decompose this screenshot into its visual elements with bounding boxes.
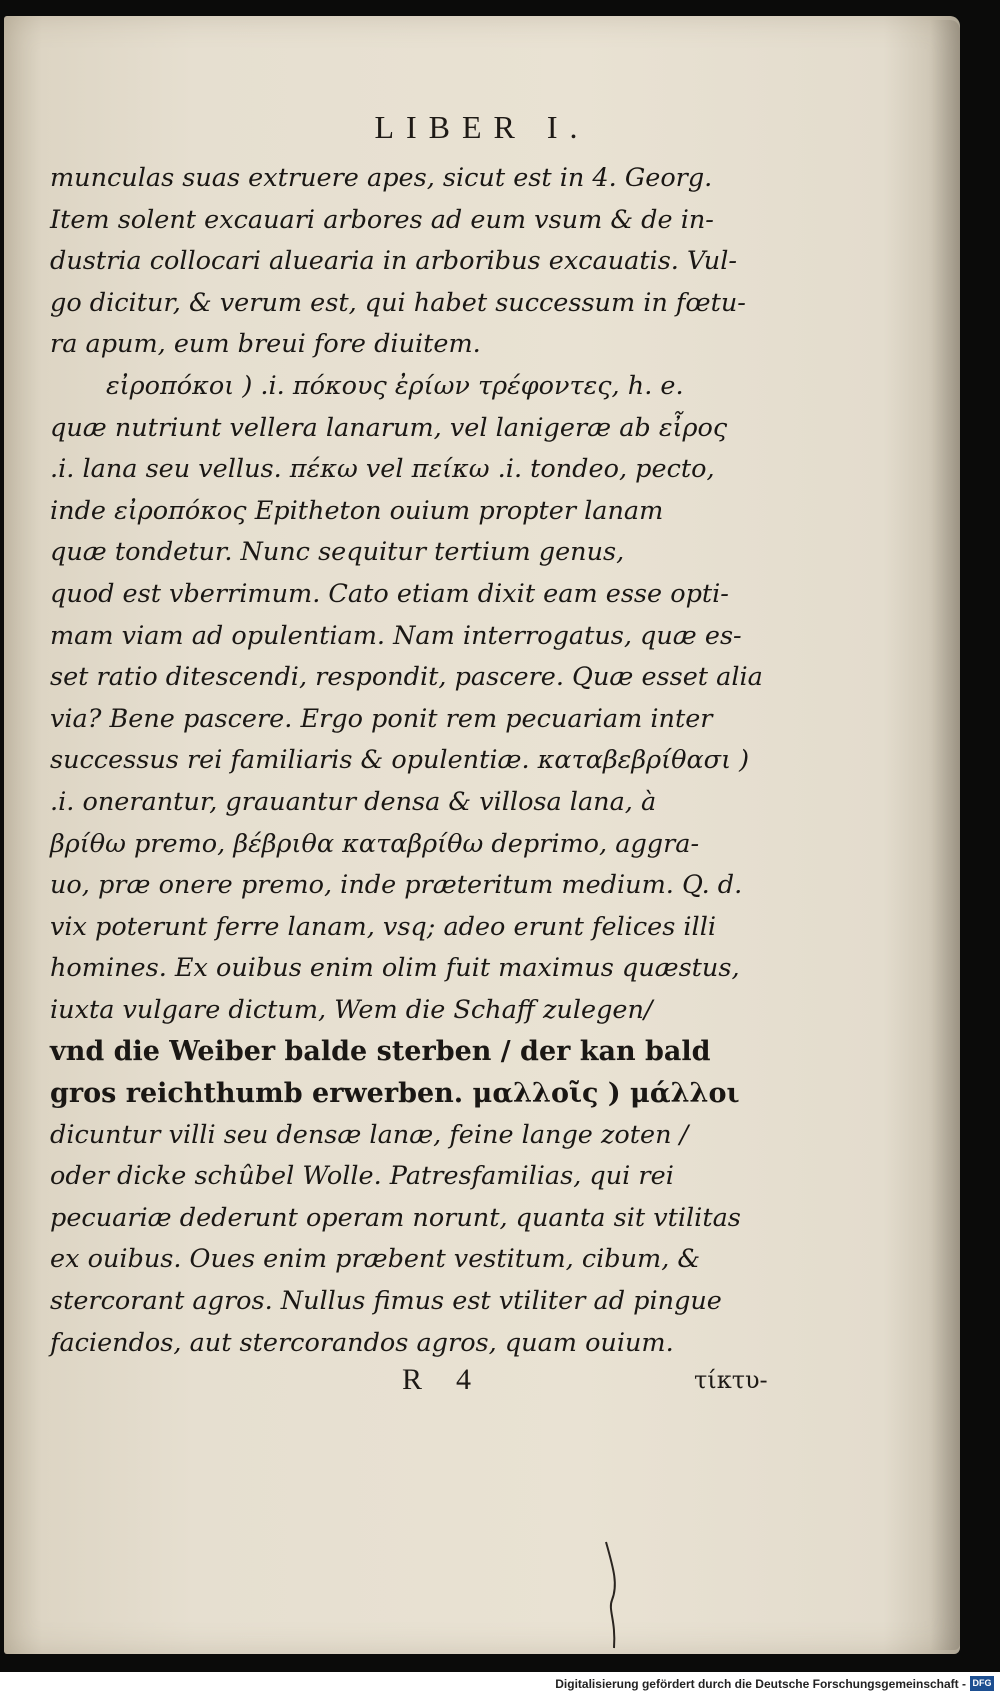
text-line: vix poterunt ferre lanam, vsq; adeo erunt felices illi [50,911,717,942]
text-line: vnd die Weiber balde sterben / der kan bald [50,1036,711,1068]
book-page [4,16,960,1654]
digitization-credit: Digitalisierung gefördert durch die Deutsche Forschungsgemeinschaft - [555,1677,966,1691]
text-line: set ratio ditescendi, respondit, pascere. Quæ esset alia [50,662,763,693]
text-line: ra apum, eum breui fore diuitem. [50,329,481,360]
binding-thread-icon [600,1540,630,1650]
signature-letter: R [402,1363,429,1396]
text-line: quod est vberrimum. Cato etiam dixit eam esse opti- [50,578,729,609]
text-line: inde εἰροπόκος Epitheton ouium propter lanam [50,495,664,526]
text-line: ex ouibus. Oues enim præbent vestitum, cibum, & [50,1244,701,1275]
text-line: .i. lana seu vellus. πέκω vel πείκω .i. tondeo, pecto, [50,454,715,485]
text-line: successus rei familiaris & opulentiæ. καταβεβρίθασι ) [50,745,750,776]
text-line: munculas suas extruere apes, sicut est in 4. Georg. [50,163,713,193]
text-line: quæ nutriunt vellera lanarum, vel lanigeræ ab εἶρος [50,412,728,443]
text-line: .i. onerantur, grauantur densa & villosa lana, à [50,786,657,817]
running-head: LIBER I. [374,109,590,145]
text-line: mam viam ad opulentiam. Nam interrogatus, quæ es- [50,620,742,651]
text-line: homines. Ex ouibus enim olim fuit maximus quæstus, [50,953,740,984]
text-line: via? Bene pascere. Ergo ponit rem pecuariam inter [50,703,713,734]
dfg-logo: DFG [970,1676,994,1691]
text-line: βρίθω premo, βέβριθα καταβρίθω deprimo, aggra- [50,828,700,859]
text-line: pecuariæ dederunt operam norunt, quanta sit vtilitas [50,1202,741,1233]
signature-mark [402,1363,505,1397]
text-line: stercorant agros. Nullus fimus est vtiliter ad pingue [50,1286,722,1317]
catchword: τίκτυ- [694,1366,768,1394]
text-line: quæ tondetur. Nunc sequitur tertium genus, [50,537,625,568]
text-line: Item solent excauari arbores ad eum vsum & de in- [50,204,714,235]
signature-number: 4 [456,1363,478,1396]
text-line: εἰροπόκοι ) .i. πόκους ἐρίων τρέφοντες, h. e. [106,370,684,401]
text-line: dustria collocari aluearia in arboribus excauatis. Vul- [50,246,737,277]
text-line: go dicitur, & verum est, qui habet successum in fœtu- [50,287,746,318]
text-line: uo, præ onere premo, inde præteritum medium. Q. d. [50,870,743,901]
page-edge-shadow [930,20,960,1650]
text-line: faciendos, aut stercorandos agros, quam ouium. [50,1327,674,1358]
text-line: gros reichthumb erwerben. μαλλοῖς ) μάλλοι [50,1078,740,1110]
body-text [50,158,790,1364]
text-line: oder dicke schûbel Wolle. Patresfamilias, qui rei [50,1161,674,1192]
text-line: dicuntur villi seu densæ lanæ, feine lange zoten / [50,1119,689,1150]
text-line: iuxta vulgare dictum, Wem die Schaff zulegen/ [50,994,653,1025]
